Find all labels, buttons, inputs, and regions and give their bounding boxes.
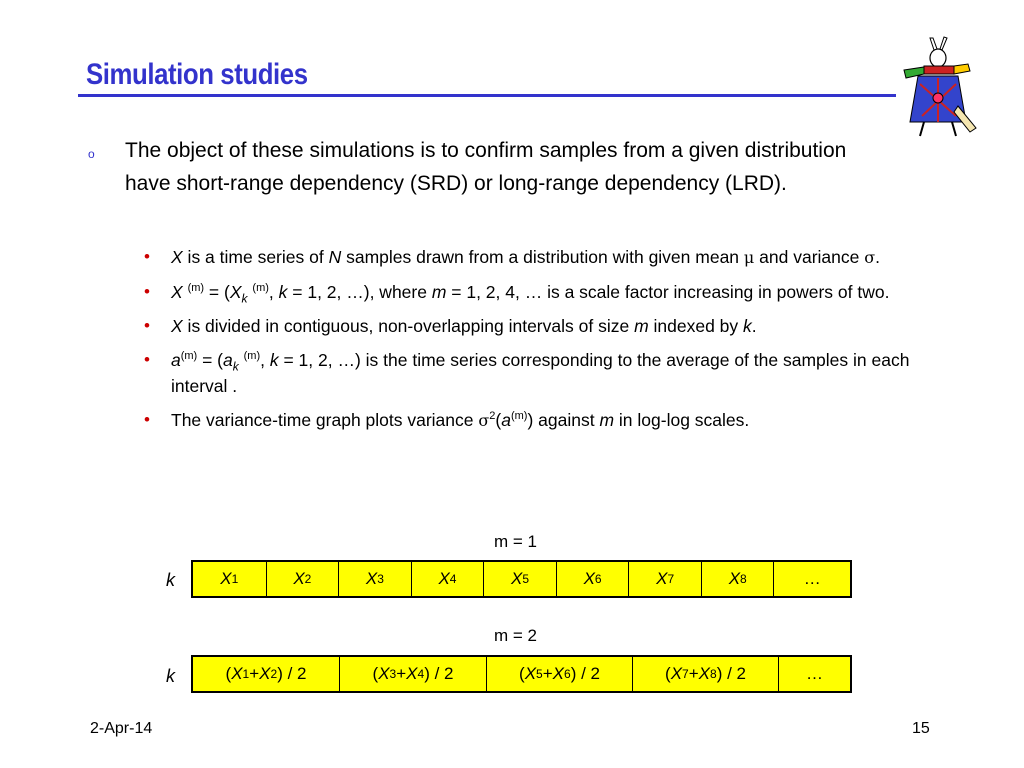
sub-bullet-1 xyxy=(144,244,944,271)
table2-ellipsis-cell: … xyxy=(806,664,823,683)
table1-cell: X 3 xyxy=(339,562,412,596)
sub-bullet-marker: • xyxy=(144,350,150,369)
table2-label: m = 2 xyxy=(494,626,537,645)
slide-title: Simulation studies xyxy=(86,58,308,91)
table1-cell: X 6 xyxy=(557,562,630,596)
table2-cell: ( X 1 + X 2 ) / 2 xyxy=(193,657,340,691)
main-bullet-text: The object of these simulations is to confirm samples from a given distribution have short-range dependency (SRD) or long-range dependency (LRD). xyxy=(125,139,847,195)
table1-row-label: k xyxy=(166,570,175,590)
sub-bullet-marker: • xyxy=(144,316,150,335)
sub-bullet-text: The variance-time graph plots variance $\sigma^2(a^{(m)})$ against m in log-log scales. xyxy=(171,410,750,430)
white-rabbit-icon xyxy=(896,36,980,140)
table1-cell: X 2 xyxy=(267,562,340,596)
main-bullet xyxy=(88,134,888,200)
page-number: 15 xyxy=(912,720,930,737)
sub-bullet-4 xyxy=(144,347,944,399)
sub-bullet-marker: • xyxy=(144,282,150,301)
sub-bullet-text: X $^{(m)} = (X_k$ $^{(m)}$, k = 1, 2, …), where m = 1, 2, 4, … is a scale factor increasing in powers of two. xyxy=(171,282,890,306)
table2-cell: ( X 5 + X 6 ) / 2 xyxy=(487,657,633,691)
sub-bullet-list xyxy=(144,244,944,442)
table2-row xyxy=(191,655,852,693)
table1-cell: X 1 xyxy=(193,562,267,596)
sub-bullet-text: X is divided in contiguous, non-overlapping intervals of size m indexed by k. xyxy=(171,316,757,336)
sub-bullet-text: X is a time series of N samples drawn from a distribution with given mean μ and variance σ. xyxy=(171,247,881,267)
main-bullet-marker: o xyxy=(88,147,95,161)
table1-row xyxy=(191,560,852,598)
sub-bullet-3 xyxy=(144,313,944,339)
table1-cell: X 5 xyxy=(484,562,557,596)
table1-label: m = 1 xyxy=(494,532,537,551)
footer-date: 2-Apr-14 xyxy=(90,720,153,737)
table2-row-label: k xyxy=(166,666,175,686)
sub-bullet-marker: • xyxy=(144,247,150,266)
table1-ellipsis-cell: … xyxy=(803,569,821,588)
sub-bullet-5 xyxy=(144,407,944,434)
table1-cell: X 4 xyxy=(412,562,485,596)
table2-cell: ( X 7 + X 8 ) / 2 xyxy=(633,657,779,691)
sub-bullet-text: $a^{(m)} = (a_k$ $^{(m)}$, k = 1, 2, …) is the time series corresponding to the average of the samples in each interval . xyxy=(171,350,910,396)
table1-cell: X 7 xyxy=(629,562,702,596)
title-underline xyxy=(78,94,896,97)
table2-cell: ( X 3 + X 4 ) / 2 xyxy=(340,657,487,691)
sub-bullet-marker: • xyxy=(144,410,150,429)
table1-cell: X 8 xyxy=(702,562,775,596)
sub-bullet-2 xyxy=(144,279,944,305)
